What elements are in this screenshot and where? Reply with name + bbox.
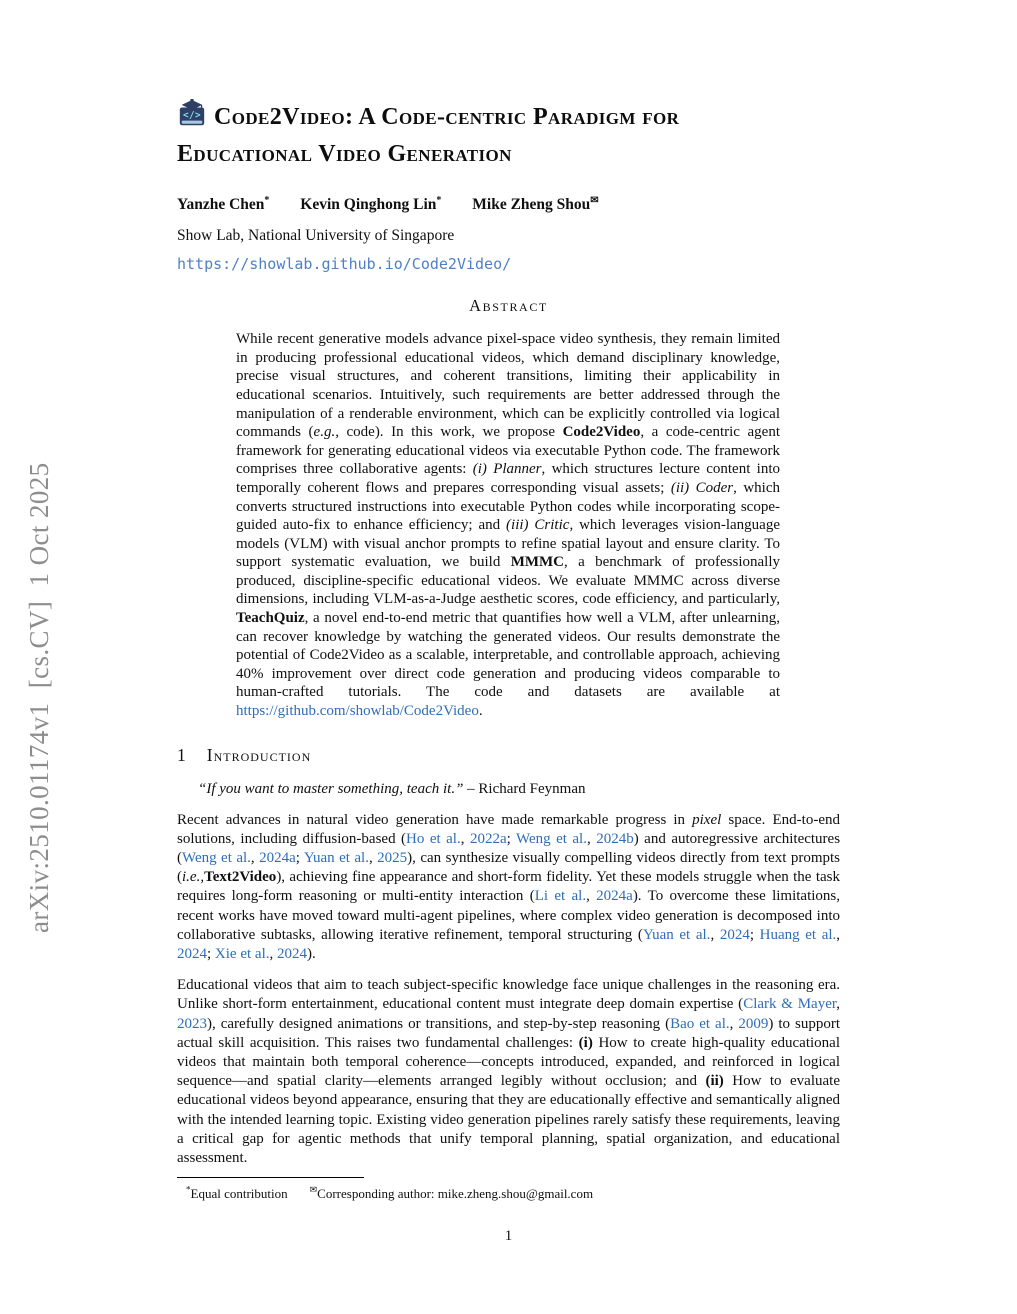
page-number: 1: [504, 1227, 513, 1244]
inline-link[interactable]: 2009: [738, 1015, 769, 1032]
text-run: ,: [836, 996, 841, 1013]
section-1-heading: [177, 744, 840, 767]
inline-link[interactable]: 2024b: [596, 830, 634, 847]
inline-link[interactable]: 2025: [377, 850, 408, 867]
text-run: ;: [506, 830, 517, 847]
text-run: “If you want to master something, teach it.”: [198, 780, 464, 797]
envelope-icon: ✉: [590, 195, 599, 206]
education-code-icon: [177, 99, 207, 129]
inline-link[interactable]: Weng et al.: [182, 850, 251, 867]
footnote-equal-contribution: [186, 1186, 288, 1201]
text-run: ), achieving fine appearance and short-form fidelity. Yet these models struggle when the task requires long-form reasoning or multi-entity interaction (: [177, 869, 840, 905]
text-run: (iii) Critic: [506, 517, 570, 534]
text-run: Educational videos that aim to teach subject-specific knowledge face unique challenges in the reasoning era. Unlike short-form entertainment, educational content must integrate deep domain expertise (: [177, 977, 840, 1013]
text-run: space. End-to-end solutions, including diffusion-based (: [177, 811, 840, 847]
intro-paragraph-1: [177, 811, 840, 965]
text-run: e.g.,: [313, 424, 339, 441]
footnote-corresponding: [310, 1186, 593, 1201]
text-run: .: [478, 703, 483, 720]
text-run: (ii) Coder: [670, 479, 734, 496]
inline-link[interactable]: 2024: [719, 926, 750, 943]
text-run: ,: [710, 926, 720, 943]
inline-link[interactable]: Bao et al.: [670, 1015, 730, 1032]
inline-link[interactable]: Huang et al.: [759, 926, 837, 943]
text-run: ).: [306, 946, 316, 963]
text-run: ). To overcome these limitations, recent works have moved toward multi-agent pipelines, where complex video generation is decomposed into collaborative subtasks, allowing iterative refinement, temporal structuring (: [177, 888, 840, 943]
text-run: pixel: [692, 811, 722, 828]
inline-link[interactable]: https://github.com/showlab/Code2Video: [236, 703, 479, 720]
inline-link[interactable]: 2023: [177, 1015, 207, 1032]
text-run: How to evaluate educational videos beyond appearance, ensuring that they are educationally effective and semantically aligned with the intended learning topic. Existing video generation pipelines rarely satisfy these requirements, leaving a critical gap for agentic methods that unify temporal planning, spatial organization, and educational assessment.: [177, 1073, 840, 1167]
inline-link[interactable]: Yuan et al.: [303, 850, 369, 867]
text-run: , a novel end-to-end metric that quantifies how well a VLM, after unlearning, can recover knowledge by watching the generated videos. Our results demonstrate the potential of Code2Video as a scalable, interpretable, and controllable approach, achieving 40% improvement over direct code generation and producing videos comparable to human-crafted tutorials. The code and datasets are available at: [236, 610, 780, 701]
intro-paragraph-2: [177, 976, 840, 1168]
text-run: ,: [269, 946, 277, 963]
text-run: (i): [578, 1034, 593, 1051]
text-run: ,: [586, 830, 597, 847]
inline-link[interactable]: Yuan et al.: [642, 926, 711, 943]
text-run: (i) Planner: [472, 461, 542, 478]
abstract-heading: Abstract: [469, 296, 548, 316]
section-title: Introduction: [206, 744, 312, 765]
text-run: – Richard Feynman: [463, 780, 586, 797]
text-run: ,: [586, 888, 597, 905]
text-run: How to create high-quality educational videos that maintain both temporal coherence—concepts introduced, expanded, and reinforced in logical sequence—and spatial clarity—elements arranged legibly without occlusion; and: [177, 1034, 840, 1090]
title-line-1: [177, 104, 679, 130]
text-run: ;: [295, 850, 304, 867]
affiliation: Show Lab, National University of Singapore: [177, 227, 455, 245]
title-text-line2: Educational Video Generation: [177, 141, 512, 167]
text-run: , which structures lecture content into temporally coherent flows and prepares corresponding visual assets;: [236, 461, 780, 496]
text-run: i.e.,: [182, 869, 205, 886]
text-run: ;: [207, 946, 215, 963]
inline-link[interactable]: 2024a: [596, 888, 633, 905]
author-1: [177, 196, 269, 213]
author-2-mark: *: [436, 195, 442, 206]
text-run: , which converts structured instructions into executable Python codes while incorporating scope-guided auto-fix to enhance efficiency; and: [236, 479, 780, 534]
footnote: [177, 1181, 840, 1201]
text-run: , a code-centric agent framework for generating educational videos via executable Python code. The framework comprises three collaborative agents:: [236, 424, 780, 478]
inline-link[interactable]: 2024: [276, 946, 307, 963]
inline-link[interactable]: Li et al.: [534, 888, 587, 905]
page-body: [177, 0, 840, 1245]
svg-text:</>: </>: [182, 110, 202, 122]
project-url-link[interactable]: https://showlab.github.io/Code2Video/: [177, 255, 512, 274]
author-3-name: Mike Zheng Shou: [472, 196, 591, 214]
inline-link[interactable]: Ho et al.: [406, 830, 461, 847]
author-1-mark: *: [264, 195, 270, 206]
footnote-corresponding-text: Corresponding author: mike.zheng.shou@gmail.com: [317, 1185, 594, 1201]
text-run: ,: [729, 1015, 739, 1032]
footnote-equal-text: Equal contribution: [190, 1185, 288, 1201]
inline-link[interactable]: Clark & Mayer: [743, 996, 837, 1013]
text-run: Code2Video: [562, 424, 641, 441]
text-run: ), can synthesize visually compelling videos directly from text prompts (: [177, 850, 840, 886]
author-3: [472, 196, 598, 213]
text-run: (ii): [705, 1073, 724, 1090]
page-title: [177, 99, 840, 173]
author-1-name: Yanzhe Chen: [177, 196, 265, 214]
footnote-rule: [177, 1177, 364, 1178]
authors-row: [177, 191, 840, 215]
text-run: ;: [749, 926, 760, 943]
title-text-line1: Code2Video: A Code-centric Paradigm for: [214, 104, 680, 130]
text-run: , a benchmark of professionally produced, discipline-specific educational videos. We evaluate MMMC across diverse dimensions, including VLM-as-a-Judge aesthetic scores, code efficiency, and particularly,: [236, 554, 780, 608]
author-2-name: Kevin Qinghong Lin: [300, 196, 437, 214]
text-run: TeachQuiz: [236, 610, 305, 627]
text-run: Text2Video: [204, 869, 277, 886]
author-2: [300, 196, 441, 213]
section-number: 1: [177, 744, 186, 765]
text-run: ) to support actual skill acquisition. This raises two fundamental challenges:: [177, 1015, 840, 1051]
asterisk-mark: *: [186, 1184, 191, 1195]
text-run: Recent advances in natural video generation have made remarkable progress in: [177, 811, 693, 828]
abstract-text: [236, 330, 780, 720]
text-run: code). In this work, we propose: [338, 424, 563, 441]
text-run: , which leverages vision-language models (VLM) with visual anchor prompts to refine spatial layout and ensure clarity. To support systematic evaluation, we build: [236, 517, 780, 571]
text-run: ,: [460, 830, 470, 847]
text-run: ,: [368, 850, 378, 867]
envelope-icon: ✉: [309, 1184, 318, 1195]
text-run: ,: [836, 926, 841, 943]
text-run: ) and autoregressive architectures (: [177, 830, 841, 867]
inline-link[interactable]: Weng et al.: [516, 830, 587, 847]
inline-link[interactable]: 2024a: [259, 850, 296, 867]
arxiv-watermark: arXiv:2510.01174v1 [cs.CV] 1 Oct 2025: [24, 462, 54, 933]
epigraph-quote: [198, 780, 840, 799]
text-run: ), carefully designed animations or transitions, and step-by-step reasoning (: [207, 1015, 671, 1032]
text-run: MMMC: [510, 554, 565, 571]
inline-link[interactable]: 2024: [177, 946, 207, 963]
text-run: ,: [250, 850, 260, 867]
text-run: While recent generative models advance pixel-space video synthesis, they remain limited in producing professional educational videos, which demand disciplinary knowledge, precise visual structures, and coherent transitions, limiting their applicability in educational scenarios. Intuitively, such requirements are better addressed through the manipulation of a renderable environment, which can be explicitly controlled via logical commands (: [236, 331, 780, 441]
inline-link[interactable]: Xie et al.: [214, 946, 270, 963]
project-url: [177, 254, 840, 274]
inline-link[interactable]: 2022a: [469, 830, 507, 847]
